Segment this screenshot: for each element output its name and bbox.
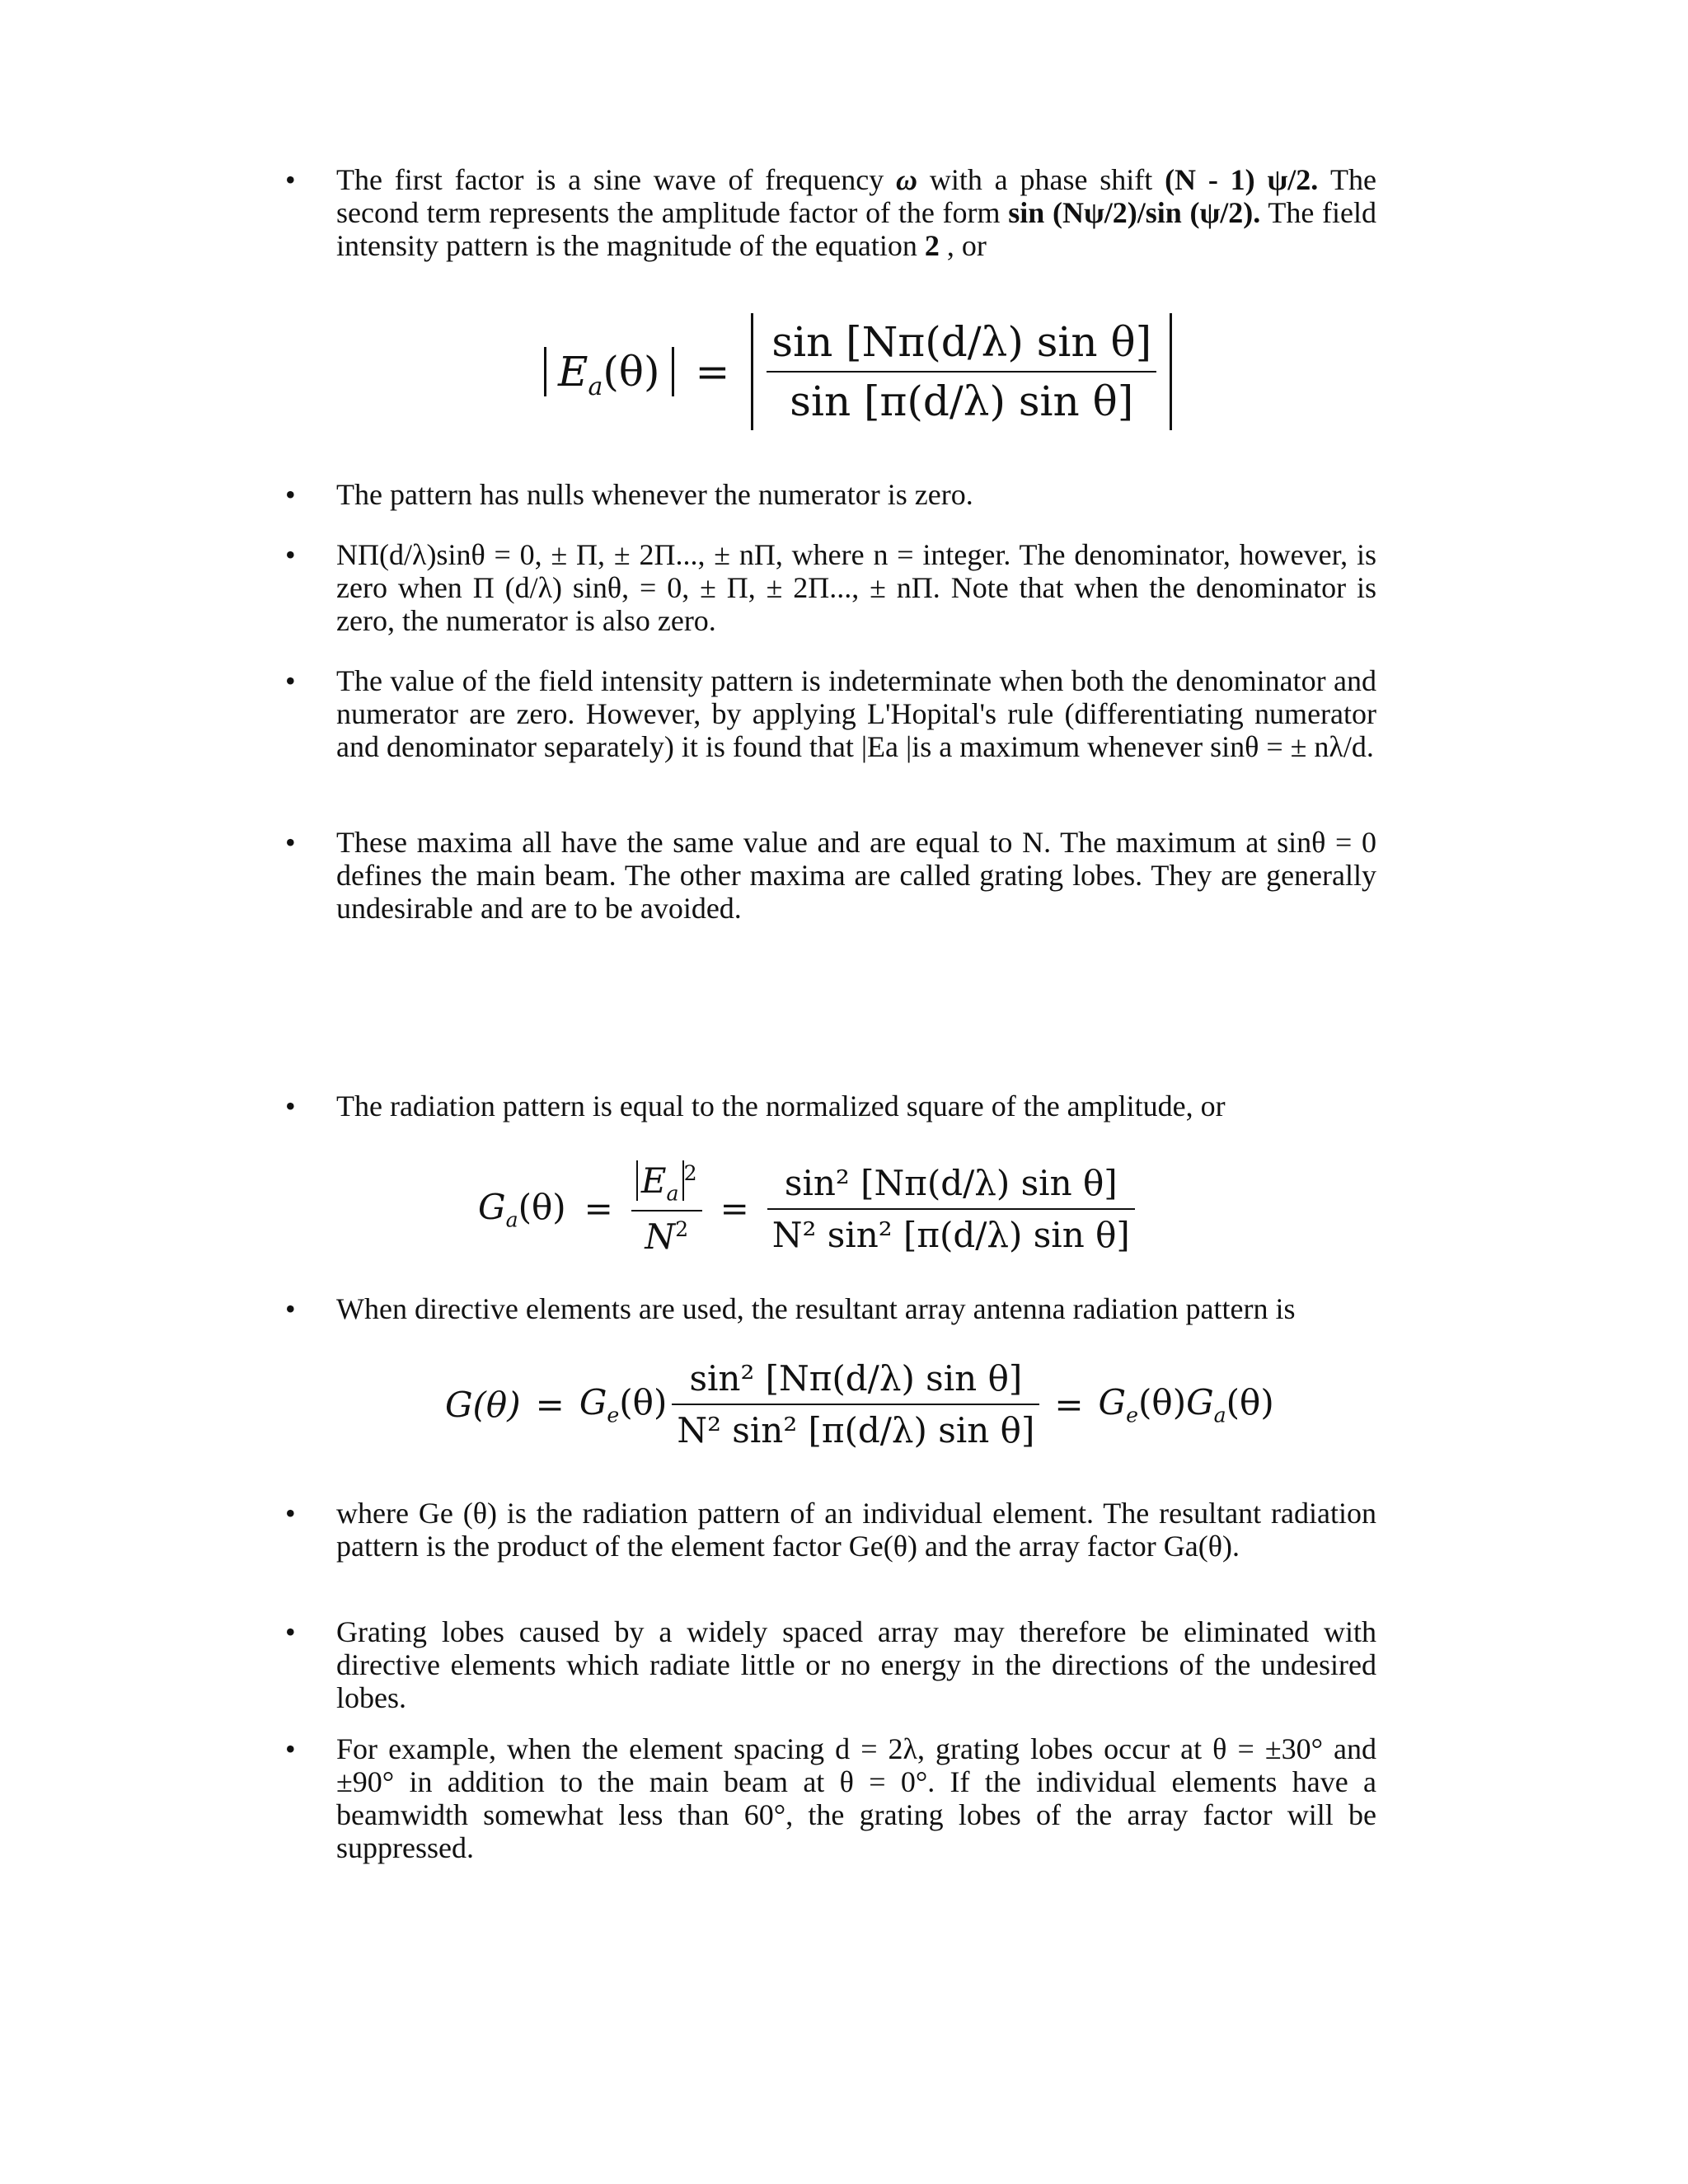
equation-radiation-pattern [478, 1160, 1135, 1257]
bullet-dot: • [285, 1292, 296, 1325]
eq2-equals-2: = [720, 1188, 749, 1230]
eq3-rhs: $G_e(\theta)G_a(\theta)$ [1098, 1381, 1274, 1427]
eq2-lhs: $G_a(\theta)$ [478, 1186, 566, 1231]
eq1-denominator: sin [π(d/λ) sin θ] [790, 377, 1134, 425]
eq3-denominator: N² sin² [π(d/λ) sin θ] [677, 1410, 1035, 1451]
bullet-item-5 [285, 826, 1376, 925]
bullet-text: The radiation pattern is equal to the normalized square of the amplitude, or [336, 1090, 1226, 1122]
bullet-dot: • [285, 664, 296, 697]
bullet-text: The pattern has nulls whenever the numerator is zero. [336, 478, 973, 511]
eq3-element-factor: $G_e(\theta)$ [579, 1381, 668, 1427]
bullet-item-10 [285, 1732, 1376, 1864]
bullet-item-8 [285, 1497, 1376, 1563]
bullet-item-4 [285, 664, 1376, 763]
eq3-lhs: G(θ) [445, 1384, 521, 1425]
eq3-equals-2: = [1054, 1384, 1084, 1425]
eq3-numerator: sin² [Nπ(d/λ) sin θ] [672, 1358, 1039, 1405]
bullet-text: The value of the field intensity pattern is indeterminate when both the denominator and numerator are zero. However, by applying L'Hopital's rule (differentiating numerator and denominator separately) it is found that |Ea |is a maximum whenever sinθ = ± nλ/d. [336, 664, 1376, 763]
bullet-text: NΠ(d/λ)sinθ = 0, ± Π, ± 2Π..., ± nΠ, where n = integer. The denominator, however, is zero when Π (d/λ) sinθ, = 0, ± Π, ± 2Π..., ± nΠ. Note that when the denominator is zero, the numerator is also zero. [336, 538, 1376, 637]
eq1-numerator: sin [Nπ(d/λ) sin θ] [767, 318, 1156, 373]
equation-array-pattern [445, 1358, 1274, 1451]
bullet-item-2 [285, 478, 1376, 511]
eq3-equals: = [535, 1384, 565, 1425]
bullet-text: These maxima all have the same value and are equal to N. The maximum at sinθ = 0 defines the main beam. The other maxima are called grating lobes. They are generally undesirable and are to be avoided. [336, 826, 1376, 925]
bullet-item-1 [285, 163, 1377, 262]
eq1-lhs: $E_a(\theta)$ [544, 347, 674, 396]
eq2-mid-fraction: $\frac{E_a^2}{N^2}$ [631, 1160, 702, 1257]
bullet-dot: • [285, 826, 296, 859]
bullet-dot: • [285, 538, 296, 571]
bullet-item-3 [285, 538, 1376, 637]
eq1-rhs [751, 313, 1172, 430]
bullet-text: For example, when the element spacing d = 2λ, grating lobes occur at θ = ±30° and ±90° in addition to the main beam at θ = 0°. If the individual elements have a beamwidth somewhat less than 60°, the grating lobes of the array factor will be suppressed. [336, 1732, 1376, 1864]
bullet-item-9 [285, 1615, 1376, 1714]
eq3-fraction [672, 1358, 1039, 1451]
eq2-fraction [767, 1163, 1135, 1255]
bullet-dot: • [285, 1615, 296, 1648]
bullet-dot: • [285, 1497, 296, 1530]
bullet-item-6 [285, 1090, 1376, 1122]
bullet-text: Grating lobes caused by a widely spaced array may therefore be eliminated with directive elements which radiate little or no energy in the directions of the undesired lobes. [336, 1615, 1376, 1714]
bullet-item-7 [285, 1292, 1376, 1325]
bullet-text: where Ge (θ) is the radiation pattern of an individual element. The resultant radiation pattern is the product of the element factor Ge(θ) and the array factor Ga(θ). [336, 1497, 1376, 1563]
eq2-denominator: N² sin² [π(d/λ) sin θ] [771, 1214, 1130, 1255]
bullet-text: When directive elements are used, the resultant array antenna radiation pattern is [336, 1292, 1296, 1325]
equation-field-intensity [544, 313, 1172, 430]
eq1-equals: = [695, 348, 730, 396]
eq2-equals: = [584, 1188, 613, 1230]
bullet-dot: • [285, 1732, 296, 1765]
eq2-numerator: sin² [Nπ(d/λ) sin θ] [767, 1163, 1135, 1210]
bullet-text: The first factor is a sine wave of frequency ω with a phase shift (N - 1) ψ/2. The second term represents the amplitude factor of the form sin (Nψ/2)/sin (ψ/2). The field intensity pattern is the magnitude of the equation 2 , or [336, 163, 1377, 262]
bullet-dot: • [285, 163, 296, 196]
bullet-dot: • [285, 478, 296, 511]
bullet-dot: • [285, 1090, 296, 1122]
